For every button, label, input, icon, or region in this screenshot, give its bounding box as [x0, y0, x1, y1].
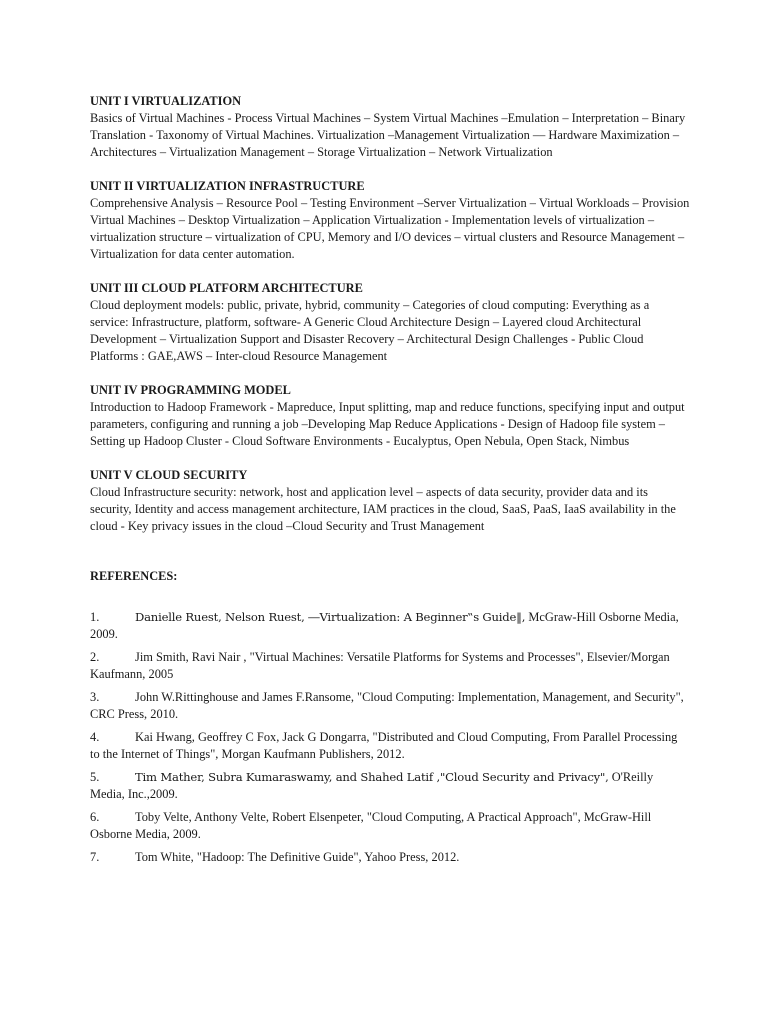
- reference-text: Tom White, "Hadoop: The Definitive Guide", Yahoo Press, 2012.: [135, 850, 460, 864]
- unit-5: [90, 467, 690, 535]
- references-heading: REFERENCES:: [90, 569, 178, 583]
- unit-title: UNIT IV PROGRAMMING MODEL: [90, 383, 291, 397]
- unit-title: UNIT I VIRTUALIZATION: [90, 94, 242, 108]
- reference-publisher: McGraw-Hill Osborne Media, 2009.: [90, 610, 679, 641]
- references-list: [90, 609, 690, 866]
- reference-text: Toby Velte, Anthony Velte, Robert Elsenpeter, "Cloud Computing, A Practical Approach", McGraw-Hill Osborne Media, 2009.: [90, 810, 652, 841]
- reference-number: 3.: [90, 690, 100, 704]
- unit-3: [90, 280, 690, 365]
- reference-number: 6.: [90, 810, 100, 824]
- reference-number: 4.: [90, 730, 100, 744]
- reference-item: [90, 609, 690, 643]
- unit-body: Introduction to Hadoop Framework - Mapreduce, Input splitting, map and reduce functions, specifying input and output parameters, configuring and running a job –Developing Map Reduce Applications - Design of Hadoop file system –Setting up Hadoop Cluster - Cloud Software Environments - Eucalyptus, Open Nebula, Open Stack, Nimbus: [90, 400, 685, 448]
- unit-body: Cloud deployment models: public, private, hybrid, community – Categories of cloud computing: Everything as a service: Infrastructure, platform, software- A Generic Cloud Architecture Design – Layered cloud Architectural Development – Virtualization Support and Disaster Recovery – Architectural Design Challenges - Public Cloud Platforms : GAE,AWS – Inter-cloud Resource Management: [90, 298, 650, 363]
- reference-number: 5.: [90, 770, 100, 784]
- reference-item: [90, 849, 690, 866]
- reference-item: [90, 729, 690, 763]
- unit-body: Basics of Virtual Machines - Process Virtual Machines – System Virtual Machines –Emulation – Interpretation – Binary Translation - Taxonomy of Virtual Machines. Virtualization –Management Virtualization –– Hardware Maximization – Architectures – Virtualization Management – Storage Virtualization – Network Virtualization: [90, 111, 686, 159]
- unit-title: UNIT V CLOUD SECURITY: [90, 468, 248, 482]
- reference-number: 2.: [90, 650, 100, 664]
- syllabus-document: [90, 93, 690, 872]
- reference-text: John W.Rittinghouse and James F.Ransome, "Cloud Computing: Implementation, Management, and Security", CRC Press, 2010.: [90, 690, 684, 721]
- reference-text: Kai Hwang, Geoffrey C Fox, Jack G Dongarra, "Distributed and Cloud Computing, From Parallel Processing to the Internet of Things", Morgan Kaufmann Publishers, 2012.: [90, 730, 678, 761]
- reference-item: [90, 769, 690, 803]
- unit-body: Comprehensive Analysis – Resource Pool – Testing Environment –Server Virtualization – Virtual Workloads – Provision Virtual Machines – Desktop Virtualization – Application Virtualization - Implementation levels of virtualization – virtualization structure – virtualization of CPU, Memory and I/O devices – virtual clusters and Resource Management – Virtualization for data center automation.: [90, 196, 690, 261]
- reference-publisher: O'Reilly Media, Inc.,2009.: [90, 770, 654, 801]
- reference-number: 1.: [90, 610, 100, 624]
- unit-title: UNIT III CLOUD PLATFORM ARCHITECTURE: [90, 281, 363, 295]
- reference-text: Jim Smith, Ravi Nair , "Virtual Machines: Versatile Platforms for Systems and Processes", Elsevier/Morgan Kaufmann, 2005: [90, 650, 670, 681]
- reference-number: 7.: [90, 850, 100, 864]
- reference-author-title: Tim Mather, Subra Kumaraswamy, and Shahed Latif ,"Cloud Security and Privacy",: [135, 770, 609, 784]
- unit-4: [90, 382, 690, 450]
- unit-title: UNIT II VIRTUALIZATION INFRASTRUCTURE: [90, 179, 365, 193]
- reference-item: [90, 689, 690, 723]
- reference-item: [90, 809, 690, 843]
- reference-author-title: Danielle Ruest, Nelson Ruest, ―Virtualization: A Beginner‟s Guide‖,: [135, 610, 526, 624]
- unit-2: [90, 178, 690, 263]
- reference-item: [90, 649, 690, 683]
- unit-body: Cloud Infrastructure security: network, host and application level – aspects of data security, provider data and its security, Identity and access management architecture, IAM practices in the cloud, SaaS, PaaS, IaaS availability in the cloud - Key privacy issues in the cloud –Cloud Security and Trust Management: [90, 485, 676, 533]
- unit-1: [90, 93, 690, 161]
